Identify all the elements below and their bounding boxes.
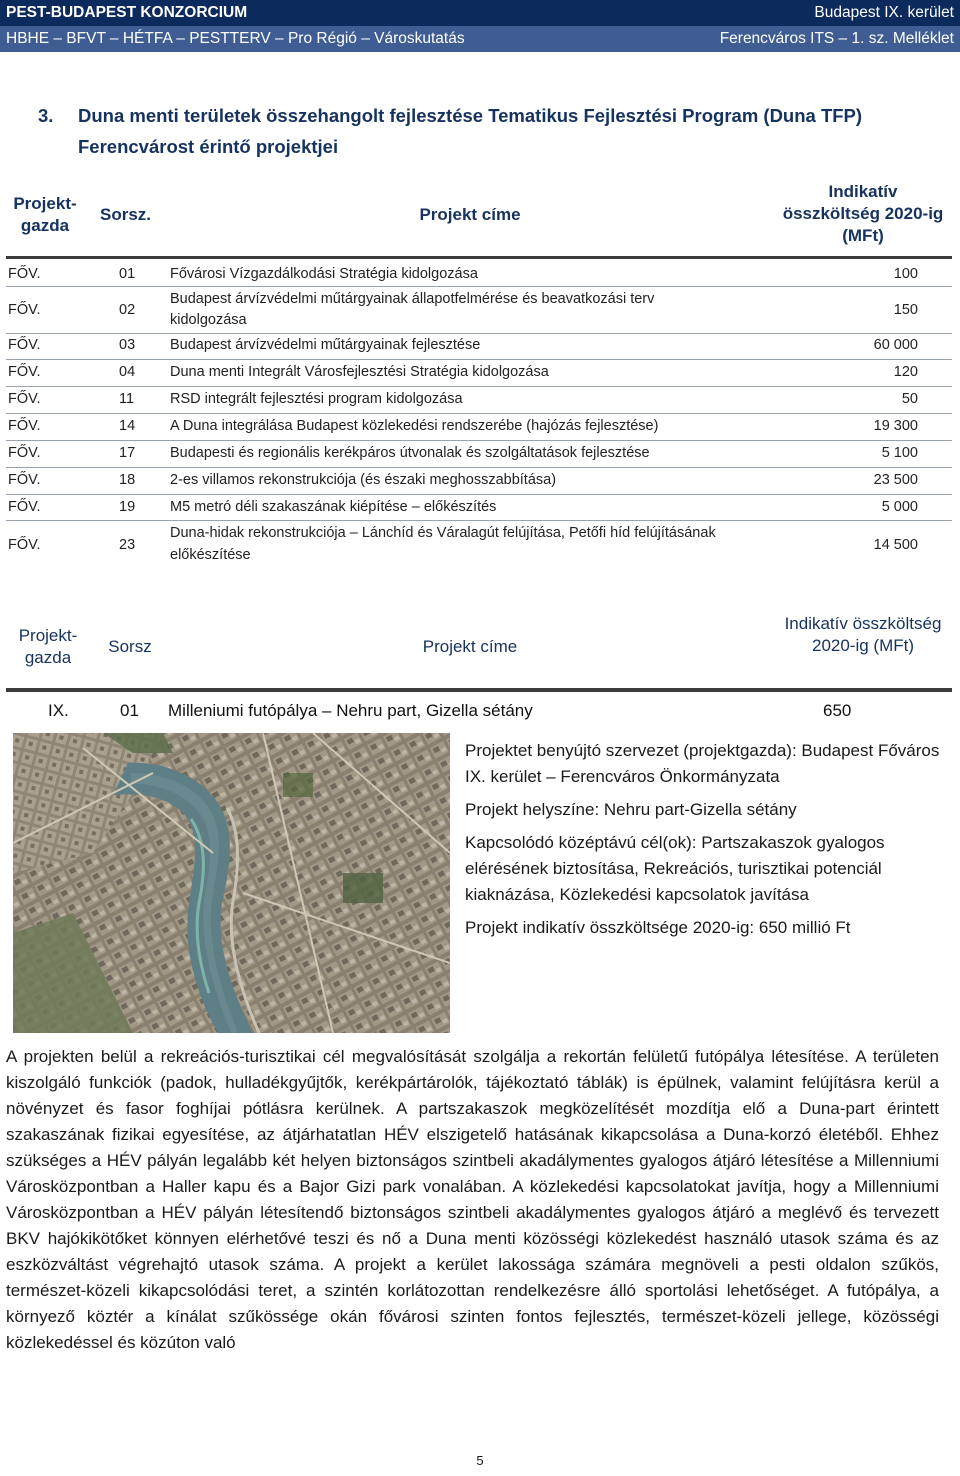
table-row: FŐV. 23 Duna-hidak rekonstrukciója – Lánchíd és Váralagút felújítása, Petőfi híd felújításának előkészítése 14 500 [8,525,918,563]
table2-header-cost: Indikatív összköltség 2020-ig (MFt) [784,614,942,655]
table-row: FŐV. 04 Duna menti Integrált Városfejlesztési Stratégia kidolgozása 120 [6,361,952,387]
table-row: FŐV. 17 Budapesti és regionális kerékpáros útvonalak és szolgáltatások fejlesztése 5 100 [6,442,952,468]
table1-header-cost: Indikatív összköltség 2020-ig (MFt) [782,182,944,245]
project-details [465,738,945,948]
section-title-line2: Ferencvárost érintő projektjei [78,136,339,157]
district-name: Budapest IX. kerület [814,4,954,21]
page-number: 5 [476,1453,484,1468]
table2-header-owner: Projekt-gazda [18,626,78,667]
table1-header-title: Projekt címe [419,205,521,224]
table1-header-rule [6,256,952,259]
aerial-map-svg [13,733,450,1033]
consortium-name: PEST-BUDAPEST KONZORCIUM [6,4,248,21]
detail-cost: Projekt indikatív összköltsége 2020-ig: 650 millió Ft [465,918,851,937]
detail-location: Projekt helyszíne: Nehru part-Gizella sétány [465,800,797,819]
section-title [38,100,862,162]
table-row: FŐV. 02 Budapest árvízvédelmi műtárgyainak állapotfelmérése és beavatkozási terv kidolgozása 150 [6,288,952,334]
table-row: FŐV. 19 M5 metró déli szakaszának kiépítése – előkészítés 5 000 [6,496,952,521]
table1-header-owner: Projekt-gazda [13,194,77,235]
table-row: FŐV. 18 2-es villamos rekonstrukciója (és északi meghosszabbítása) 23 500 [6,469,952,495]
detail-goals: Kapcsolódó középtávú cél(ok): Partszakaszok gyalogos elérésének biztosítása, Rekreációs, turisztikai potenciál kiaknázása, Közlekedési kapcsolatok javítása [465,833,885,904]
table-row: FŐV. 01 Fővárosi Vízgazdálkodási Stratégia kidolgozása 100 [6,262,952,287]
header-bar-bottom [0,26,960,52]
table-row: FŐV. 14 A Duna integrálása Budapest közlekedési rendszerébe (hajózás fejlesztése) 19 300 [6,415,952,441]
section-number: 3. [38,105,54,126]
section-title-line1: Duna menti területek összehangolt fejlesztése Tematikus Fejlesztési Program (Duna TFP) [78,105,863,126]
table2-header-title: Projekt címe [422,637,518,656]
header-bar-top [0,0,960,26]
body-paragraph: A projekten belül a rekreációs-turisztikai cél megvalósítását szolgálja a rekortán felületű futópálya létesítése. A területen kiszolgáló funkciók (padok, hulladékgyűjtők, kerékpártárolók, tájékoztató táblák) is épülnek, valamint felújításra kerül a növényzet és fasor foghíjai pótlásra kerülnek. A partszakaszok megközelítését mozdítja elő a Duna-part érintett szakaszának fizikai egyesítése, az átjárhatatlan HÉV elszigetelő hatásának kikapcsolása a Duna-korzó életéből. Ehhez szükséges a HÉV pályán legalább két helyen biztonságos szintbeli akadálymentes gyalogos átjáró létesítése a Millenniumi Városközpontban a Haller kapu és a Bajor Gizi park vonalában. A közlekedési kapcsolatokat javítja, hogy a Millenniumi Városközpontban a HÉV pályán létesítendő biztonságos szintbeli akadálymentes gyalogos átjáró a meglévő és tervezett BKV hajókikötőket könnyen elérhetővé teszi és nő a Duna menti közösségi közlekedést használó utasok száma és az eszközváltást végrehajtó utasok száma. A projekt a kerület lakossága számára megnöveli a pesti oldalon szűkös, természet-közeli kikapcsolódási teret, a szintén korlátozottan rendelkezésre álló sportolási lehetőséget. A futópálya, a környező köztér a kínálat szűkössége okán fővárosi szinten fontos fejlesztés, természet-közeli jellege, közösségi közlekedéssel és közúton való [6,1047,939,1352]
aerial-map-image [13,733,450,1033]
table-row: FŐV. 11 RSD integrált fejlesztési program kidolgozása 50 [6,388,952,414]
detail-owner: Projektet benyújtó szervezet (projektgazda): Budapest Főváros IX. kerület – Ferencváros Önkormányzata [465,741,940,786]
table-row: FŐV. 03 Budapest árvízvédelmi műtárgyainak fejlesztése 60 000 [6,335,952,360]
table1-header-number: Sorsz. [100,205,152,224]
partners-list: HBHE – BFVT – HÉTFA – PESTTERV – Pro Régió – Városkutatás [6,30,465,47]
table2-header-rule [6,688,952,692]
table2-header-number: Sorsz [108,637,152,656]
document-reference: Ferencváros ITS – 1. sz. Melléklet [719,30,954,47]
